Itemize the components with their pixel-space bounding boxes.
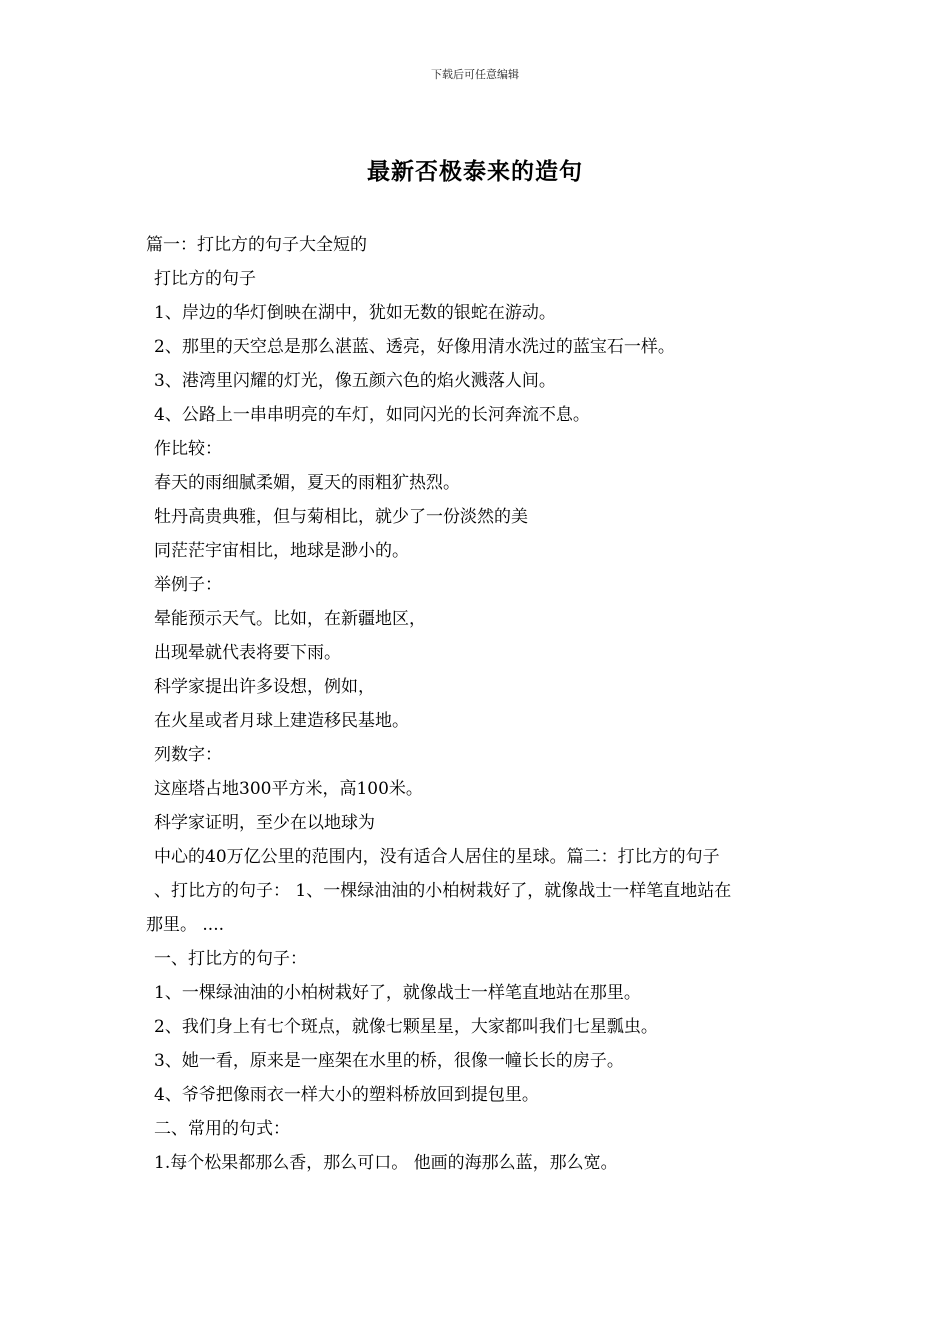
paragraph-line: 列数字： [154,745,222,765]
paragraph-line: 2、那里的天空总是那么湛蓝、透亮，好像用清水洗过的蓝宝石一样。 [154,337,675,357]
paragraph-line: 一、打比方的句子： [154,949,307,969]
paragraph-line: 春天的雨细腻柔媚，夏天的雨粗犷热烈。 [154,473,460,493]
paragraph-line: 3、她一看，原来是一座架在水里的桥，很像一幢长长的房子。 [154,1051,624,1071]
page-header: 下载后可任意编辑 [431,68,519,81]
paragraph-line: 3、港湾里闪耀的灯光，像五颜六色的焰火溅落人间。 [154,371,556,391]
document-body [146,230,816,1182]
paragraph-line: 同茫茫宇宙相比，地球是渺小的。 [154,541,409,561]
paragraph-line: 4、爷爷把像雨衣一样大小的塑料桥放回到提包里。 [154,1085,539,1105]
paragraph-line: 1.每个松果都那么香，那么可口。 他画的海那么蓝，那么宽。 [154,1153,618,1173]
paragraph-line: 、打比方的句子： 1、一棵绿油油的小柏树栽好了，就像战士一样笔直地站在 [154,881,732,901]
paragraph-line: 篇一：打比方的句子大全短的 [146,235,367,255]
paragraph-line: 出现晕就代表将要下雨。 [154,643,341,663]
paragraph-line: 科学家提出许多设想，例如， [154,677,375,697]
paragraph-line: 中心的40万亿公里的范围内，没有适合人居住的星球。篇二：打比方的句子 [154,847,720,867]
paragraph-line: 1、岸边的华灯倒映在湖中，犹如无数的银蛇在游动。 [154,303,556,323]
paragraph-line: 打比方的句子 [154,269,256,289]
paragraph-line: 4、公路上一串串明亮的车灯，如同闪光的长河奔流不息。 [154,405,590,425]
paragraph-line: 作比较： [154,439,222,459]
paragraph-line: 科学家证明，至少在以地球为 [154,813,375,833]
paragraph-line: 牡丹高贵典雅，但与菊相比，就少了一份淡然的美 [154,507,528,527]
paragraph-line: 这座塔占地300平方米，高100米。 [154,779,423,799]
paragraph-line: 那里。 .... [146,915,225,935]
paragraph-line: 1、一棵绿油油的小柏树栽好了，就像战士一样笔直地站在那里。 [154,983,641,1003]
paragraph-line: 在火星或者月球上建造移民基地。 [154,711,409,731]
paragraph-line: 举例子： [154,575,222,595]
paragraph-line: 二、常用的句式： [154,1119,290,1139]
paragraph-line: 2、我们身上有七个斑点，就像七颗星星，大家都叫我们七星瓢虫。 [154,1017,658,1037]
document-title: 最新否极泰来的造句 [367,158,583,185]
paragraph-line: 晕能预示天气。比如，在新疆地区， [154,609,426,629]
